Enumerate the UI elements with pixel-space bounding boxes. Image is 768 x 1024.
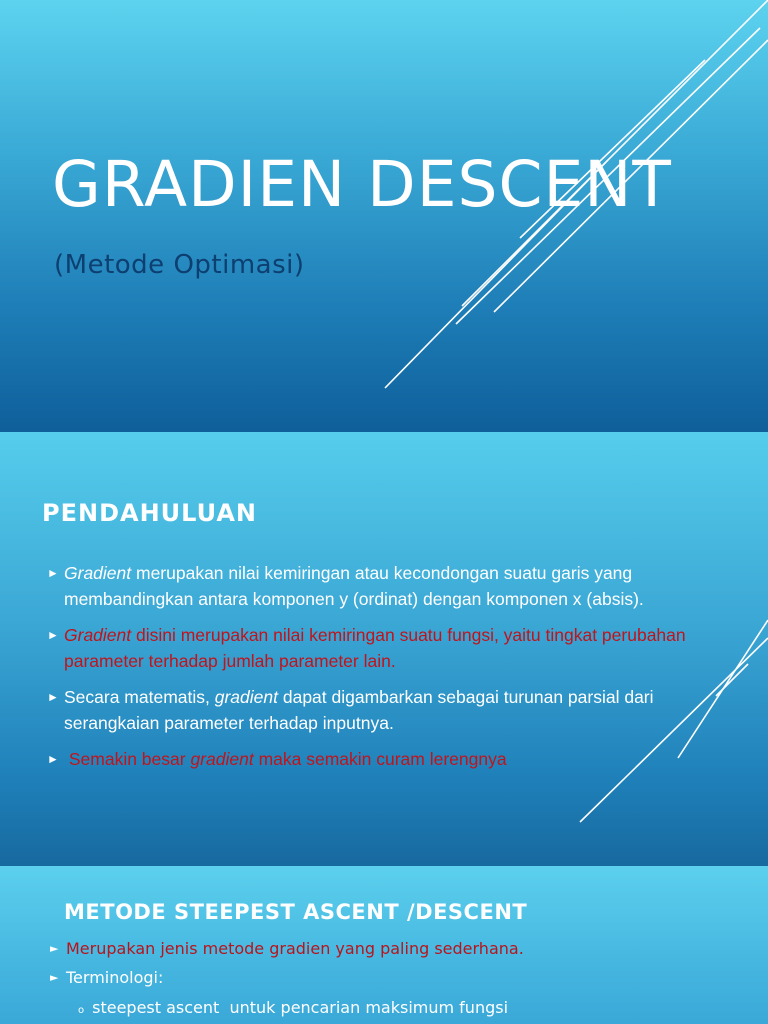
list-item — [50, 934, 524, 963]
bullet-text: dapat digambarkan sebagai turunan parsial dari serangkaian parameter terhadap inputnya. — [64, 687, 654, 733]
steepest-slide — [0, 866, 768, 1024]
triangle-right-icon: ► — [47, 628, 59, 642]
bullet-text: maka semakin curam lerengnya — [253, 749, 507, 769]
triangle-right-icon: ► — [50, 942, 59, 955]
section-heading: PENDAHULUAN — [42, 499, 257, 527]
italic-term: gradient — [190, 749, 254, 769]
section-heading: METODE STEEPEST ASCENT /DESCENT — [64, 900, 528, 924]
title-slide — [0, 0, 768, 432]
triangle-right-icon: ► — [50, 971, 59, 984]
bullet-text: Terminologi: — [66, 968, 164, 987]
bullet-text: Merupakan jenis metode gradien yang paling sederhana. — [66, 939, 524, 958]
bullet-list — [50, 934, 524, 992]
circle-outline-icon: o — [78, 1005, 85, 1016]
list-item — [47, 560, 737, 612]
list-item — [47, 622, 737, 674]
italic-term: gradient — [214, 687, 278, 707]
italic-term: Gradient — [64, 625, 132, 645]
bullet-text: disini merupakan nilai kemiringan suatu fungsi, yaitu tingkat perubahan parameter terhadap jumlah parameter lain. — [64, 625, 686, 671]
triangle-right-icon: ► — [47, 690, 59, 704]
slide-subtitle: (Metode Optimasi) — [54, 250, 305, 280]
intro-slide — [0, 432, 768, 866]
list-item — [50, 963, 524, 992]
bullet-prefix: Semakin besar — [64, 749, 191, 769]
slide-title: GRADIEN DESCENT — [52, 148, 672, 221]
italic-term: Gradient — [64, 563, 132, 583]
triangle-right-icon: ► — [47, 566, 59, 580]
sub-bullet-text: steepest ascent untuk pencarian maksimum fungsi — [92, 998, 509, 1017]
bullet-prefix: Secara matematis, — [64, 687, 215, 707]
triangle-right-icon: ► — [47, 752, 59, 766]
bullet-list — [47, 560, 737, 782]
list-item — [47, 746, 737, 772]
sub-list-item — [78, 998, 508, 1017]
list-item — [47, 684, 737, 736]
bullet-text: merupakan nilai kemiringan atau kecondongan suatu garis yang membandingkan antara komponen y (ordinat) dengan komponen x (absis). — [64, 563, 644, 609]
